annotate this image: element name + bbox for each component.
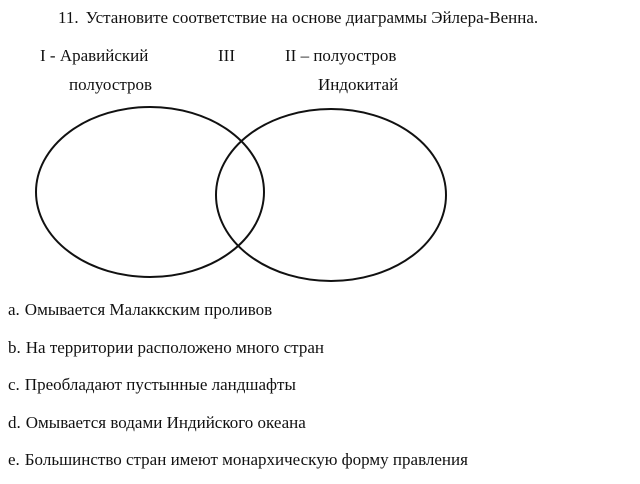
option-e [8, 446, 468, 484]
task-number: 11. [58, 8, 79, 27]
intersection-label: III [218, 46, 235, 65]
option-text: Преобладают пустынные ландшафты [24, 375, 296, 394]
left-circle-label-line1: I - Аравийский [40, 46, 149, 65]
option-letter: e. [8, 450, 20, 469]
option-letter: a. [8, 300, 20, 319]
option-b [8, 334, 468, 372]
option-text: На территории расположено много стран [25, 337, 324, 357]
task-text: Установите соответствие на основе диаграммы Эйлера-Венна. [85, 8, 539, 27]
option-text: Омывается водами Индийского океана [25, 412, 306, 432]
right-circle-label-line1: II – полуостров [285, 46, 397, 65]
option-c [8, 371, 468, 409]
answer-options-list [8, 296, 468, 484]
left-circle-label-line2: полуостров [69, 75, 153, 94]
option-letter: d. [8, 412, 21, 432]
left-ellipse [36, 107, 264, 277]
right-ellipse [216, 109, 446, 281]
option-text: Омывается Малаккским проливов [24, 300, 273, 319]
option-letter: c. [8, 375, 20, 394]
option-text: Большинство стран имеют монархическую форму правления [24, 450, 468, 469]
right-circle-label-line2: Индокитай [318, 75, 399, 94]
option-a [8, 296, 468, 334]
option-letter: b. [8, 337, 21, 357]
option-d [8, 409, 468, 447]
